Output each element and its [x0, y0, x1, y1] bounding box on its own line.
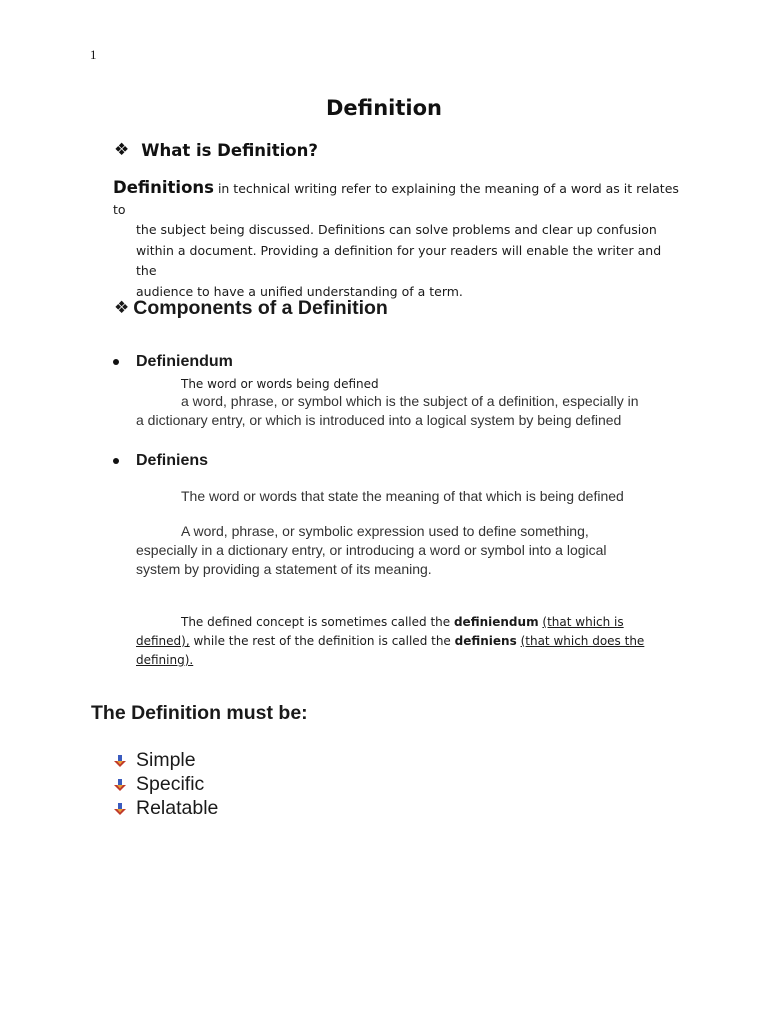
must-list-item	[114, 773, 204, 796]
intro-line: audience to have a unified understanding of a term.	[136, 283, 463, 299]
definiens-long-line: system by providing a statement of its meaning.	[136, 561, 432, 577]
page-title: Definition	[325, 96, 442, 120]
definiendum-label: Definiendum	[136, 353, 233, 370]
round-bullet-icon	[113, 458, 119, 464]
must-list-item	[114, 749, 196, 772]
intro-lead: Definitions	[113, 178, 214, 197]
intro-line: the subject being discussed. Definitions can solve problems and clear up confusion	[136, 222, 657, 237]
question-heading-text: What is Definition?	[141, 141, 318, 160]
arrow-down-bullet-icon	[114, 803, 126, 815]
definiens-short: The word or words that state the meaning of that which is being defined	[181, 488, 624, 504]
concept-definiens: definiens	[454, 634, 517, 648]
intro-paragraph	[113, 178, 683, 302]
definiendum-long-rest: a dictionary entry, or which is introduced into a logical system by being defined	[136, 412, 622, 428]
definiens-long-first: A word, phrase, or symbolic expression used to define something,	[181, 523, 589, 539]
arrow-down-bullet-icon	[114, 755, 126, 767]
concept-note: defined),	[136, 634, 190, 648]
definiens-long-line: especially in a dictionary entry, or introducing a word or symbol into a logical	[136, 542, 607, 558]
arrow-down-bullet-icon	[114, 779, 126, 791]
must-item-label: Specific	[136, 773, 205, 795]
concept-note: (that which is	[542, 615, 624, 629]
must-item-label: Relatable	[136, 797, 219, 819]
must-heading: The Definition must be:	[91, 702, 308, 724]
intro-line: within a document. Providing a definition for your readers will enable the writer and the	[136, 242, 662, 278]
intro-first-line: in technical writing refer to explaining the meaning of a word as it relates to	[113, 181, 679, 217]
diamond-bullet-icon: ❖	[114, 298, 130, 318]
definiendum-long-first: a word, phrase, or symbol which is the subject of a definition, especially in	[181, 393, 639, 409]
concept-note: (that which does the	[520, 634, 645, 648]
concept-text: The defined concept is sometimes called the	[181, 615, 454, 629]
components-heading-text: Components of a Definition	[133, 297, 388, 319]
concept-definiendum: definiendum	[453, 615, 539, 629]
must-list-item	[114, 797, 218, 820]
definiens-long	[136, 522, 696, 579]
concept-text: while the rest of the definition is called the	[189, 634, 455, 648]
must-item-label: Simple	[136, 749, 196, 771]
definiens-item	[113, 452, 208, 470]
definiens-label: Definiens	[136, 452, 209, 469]
definiendum-short: The word or words being defined	[181, 377, 379, 391]
question-heading	[114, 141, 318, 160]
components-heading	[114, 297, 388, 320]
round-bullet-icon	[113, 359, 119, 365]
definiendum-long	[136, 392, 696, 430]
concept-note: defining).	[136, 653, 194, 667]
definiendum-item	[113, 353, 233, 371]
concept-paragraph	[136, 613, 696, 670]
page-number: 1	[90, 47, 97, 62]
diamond-bullet-icon: ❖	[114, 140, 130, 160]
